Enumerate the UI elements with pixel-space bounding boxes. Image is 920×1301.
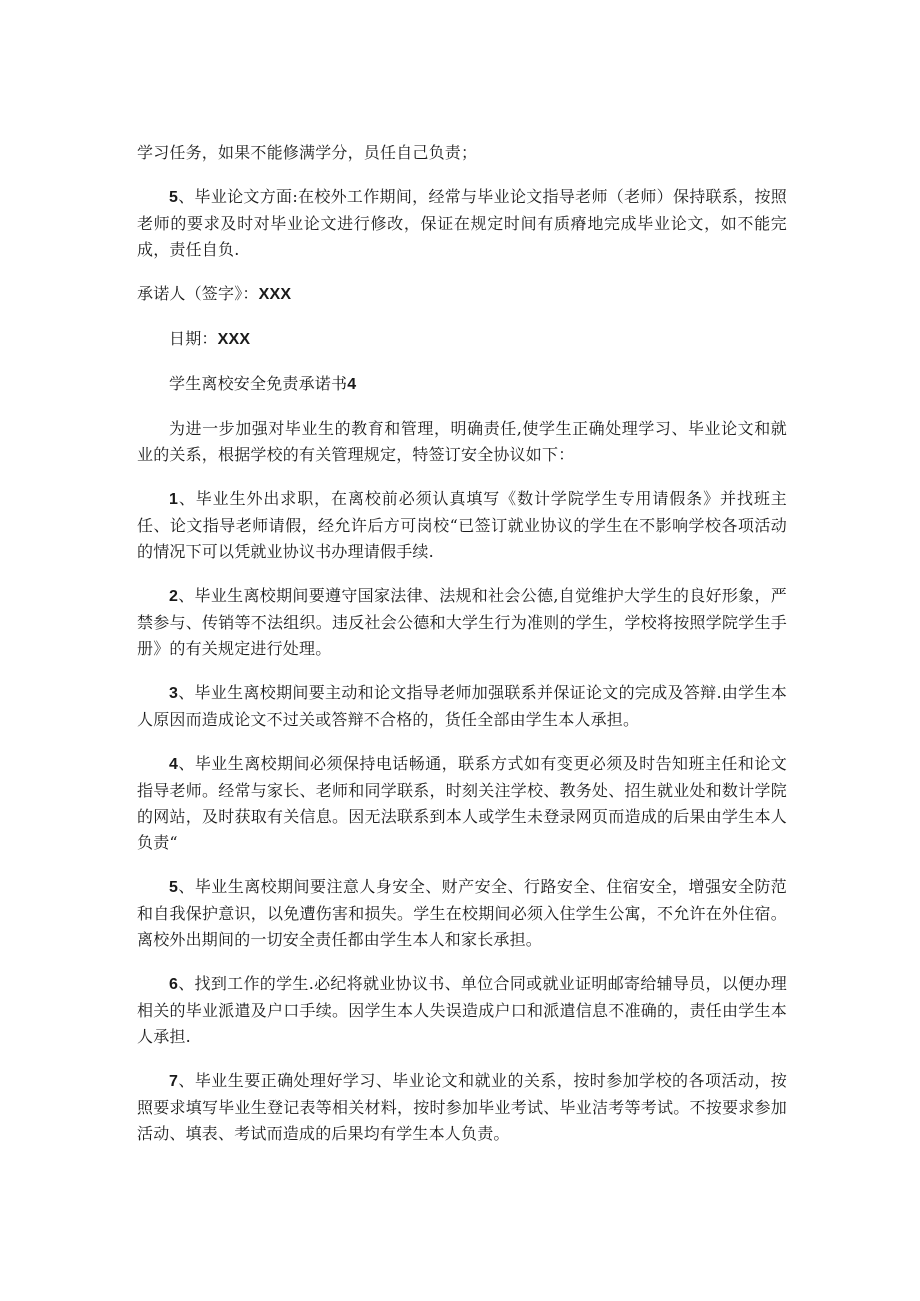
- item-text: 、毕业生离校期间要注意人身安全、财产安全、行路安全、住宿安全，增强安全防范和自我保护意识，以免遭伤害和损失。学生在校期间必须入住学生公寓，不允许在外住宿。离校外出期间的一切安全责任都由学生本人和家长承担。: [137, 877, 787, 949]
- item-number: 3: [169, 685, 179, 702]
- agreement-item: [137, 486, 787, 565]
- signature-label: 承诺人（签字》：: [137, 284, 259, 303]
- paragraph-text: 学习任务，如果不能修满学分，员任自己负责；: [137, 143, 478, 162]
- item-text: 、找到工作的学生.必纪将就业协议书、单位合同或就业证明邮寄给辅导员，以便办理相关的毕业派遣及户口手续。因学生本人失误造成户口和派遣信息不准确的，责任由学生本人承担.: [137, 974, 787, 1046]
- item-number: 5: [169, 879, 179, 896]
- agreement-item: [137, 751, 787, 856]
- agreement-item: [137, 583, 787, 662]
- item-text: 、毕业生离校期间要遵守国家法律、法规和社会公德,自觉维护大学生的良好形象，严禁参与、传销等不法组织。违反社会公德和大学生行为准则的学生，学校将按照学院学生手册》的有关规定进行处理。: [137, 586, 787, 658]
- item-number: 2: [169, 588, 179, 605]
- heading-number: 4: [347, 376, 357, 393]
- item-text: 、毕业生离校期间必须保持电话畅通，联系方式如有变更必须及时告知班主任和论文指导老师。经常与家长、老师和同学联系，时刻关注学校、教务处、招生就业处和数计学院的网站，及时获取有关信息。因无法联系到本人或学生未登录网页而造成的后果由学生本人负责“: [137, 754, 787, 852]
- date-label: 日期：: [169, 329, 218, 348]
- signature-line: [137, 281, 787, 308]
- item-text: 、毕业生外出求职，在离校前必须认真填写《数计学院学生专用请假条》并找班主任、论文指导老师请假，经允许后方可岗校“已签订就业协议的学生在不影响学校各项活动的情况下可以凭就业协议书办理请假手续.: [137, 489, 787, 561]
- item-number: 1: [169, 491, 179, 508]
- item-number: 4: [169, 756, 179, 773]
- item-text: 、毕业生要正确处理好学习、毕业论文和就业的关系，按时参加学校的各项活动，按照要求填写毕业生登记表等相关材料，按时参加毕业考试、毕业洁考等考试。不按要求参加活动、填表、考试而造成的后果均有学生本人负责。: [137, 1071, 787, 1143]
- agreement-item: [137, 680, 787, 733]
- date-value: XXX: [217, 331, 251, 348]
- paragraph-text: 为进一步加强对毕业生的教育和管理，明确责任,使学生正确处理学习、毕业论文和就业的关系，根据学校的有关管理规定，特签订安全协议如下：: [137, 419, 787, 464]
- signature-value: XXX: [258, 286, 292, 303]
- paragraph-thesis: [137, 184, 787, 263]
- date-line: [169, 326, 787, 353]
- agreement-item: [137, 971, 787, 1050]
- heading-text: 学生离校安全免责承诺书: [169, 374, 348, 393]
- item-text: 、毕业生离校期间要主动和论文指导老师加强联系并保证论文的完成及答辩.由学生本人原因而造成论文不过关或答辩不合格的，货任全部由学生本人承担。: [137, 683, 787, 729]
- paragraph-continuation: [137, 140, 787, 166]
- item-number: 6: [169, 976, 179, 993]
- agreement-item: [137, 1068, 787, 1147]
- item-number: 7: [169, 1073, 179, 1090]
- agreement-item: [137, 874, 787, 953]
- document-heading: [169, 371, 787, 398]
- document-body: [137, 140, 787, 1165]
- item-number: 5: [169, 189, 179, 206]
- paragraph-text: 、毕业论文方面:在校外工作期间，经常与毕业论文指导老师（老师）保持联系，按照老师的要求及时对毕业论文进行修改，保证在规定时间有质瘠地完成毕业论文，如不能完成，责任自负.: [137, 187, 787, 259]
- intro-paragraph: [137, 416, 787, 468]
